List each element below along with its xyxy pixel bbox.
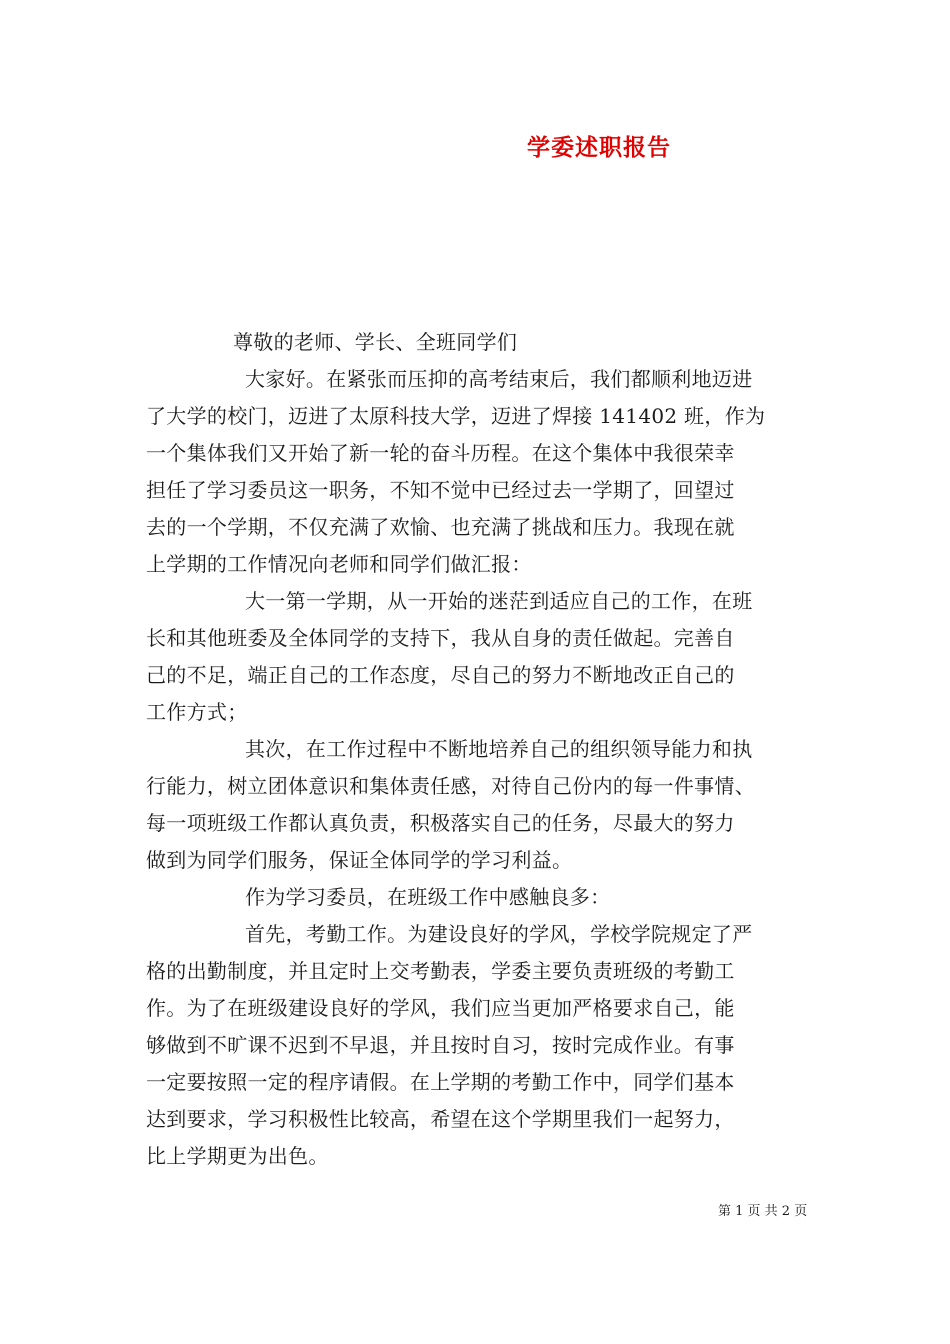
paragraph-line: 作。为了在班级建设良好的学风，我们应当更加严格要求自己，能: [146, 996, 735, 1020]
paragraph-line: 够做到不旷课不迟到不早退，并且按时自习，按时完成作业。有事: [146, 1033, 735, 1057]
paragraph-line: 做到为同学们服务，保证全体同学的学习利益。: [146, 848, 573, 872]
document-title: 学委述职报告: [527, 134, 671, 161]
paragraph-line: 一个集体我们又开始了新一轮的奋斗历程。在这个集体中我很荣幸: [146, 441, 735, 465]
paragraph-line: 比上学期更为出色。: [146, 1144, 329, 1168]
paragraph-line: 去的一个学期，不仅充满了欢愉、也充满了挑战和压力。我现在就: [146, 515, 735, 539]
paragraph-line: 大家好。在紧张而压抑的高考结束后，我们都顺利地迈进: [245, 367, 753, 391]
paragraph-line: 工作方式；: [146, 700, 248, 724]
paragraph-line: 担任了学习委员这一职务，不知不觉中已经过去一学期了，回望过: [146, 478, 735, 502]
paragraph-line: 每一项班级工作都认真负责，积极落实自己的任务，尽最大的努力: [146, 811, 735, 835]
paragraph-line: 上学期的工作情况向老师和同学们做汇报：: [146, 552, 532, 576]
paragraph-line: 格的出勤制度，并且定时上交考勤表，学委主要负责班级的考勤工: [146, 959, 735, 983]
page-number-footer: 第 1 页 共 2 页: [718, 1204, 808, 1219]
paragraph-line: 首先，考勤工作。为建设良好的学风，学校学院规定了严: [245, 922, 753, 946]
paragraph-line: 了大学的校门，迈进了太原科技大学，迈进了焊接 141402 班，作为: [146, 404, 766, 428]
paragraph-line: 己的不足，端正自己的工作态度，尽自己的努力不断地改正自己的: [146, 663, 735, 687]
paragraph-line: 行能力，树立团体意识和集体责任感，对待自己份内的每一件事情、: [146, 774, 755, 798]
paragraph-line: 长和其他班委及全体同学的支持下，我从自身的责任做起。完善自: [146, 626, 735, 650]
paragraph-line: 作为学习委员，在班级工作中感触良多：: [245, 885, 611, 909]
salutation-line: 尊敬的老师、学长、全班同学们: [233, 330, 518, 354]
paragraph-line: 一定要按照一定的程序请假。在上学期的考勤工作中，同学们基本: [146, 1070, 735, 1094]
paragraph-line: 达到要求，学习积极性比较高，希望在这个学期里我们一起努力，: [146, 1107, 735, 1131]
paragraph-line: 大一第一学期，从一开始的迷茫到适应自己的工作，在班: [245, 589, 753, 613]
paragraph-line: 其次，在工作过程中不断地培养自己的组织领导能力和执: [245, 737, 753, 761]
